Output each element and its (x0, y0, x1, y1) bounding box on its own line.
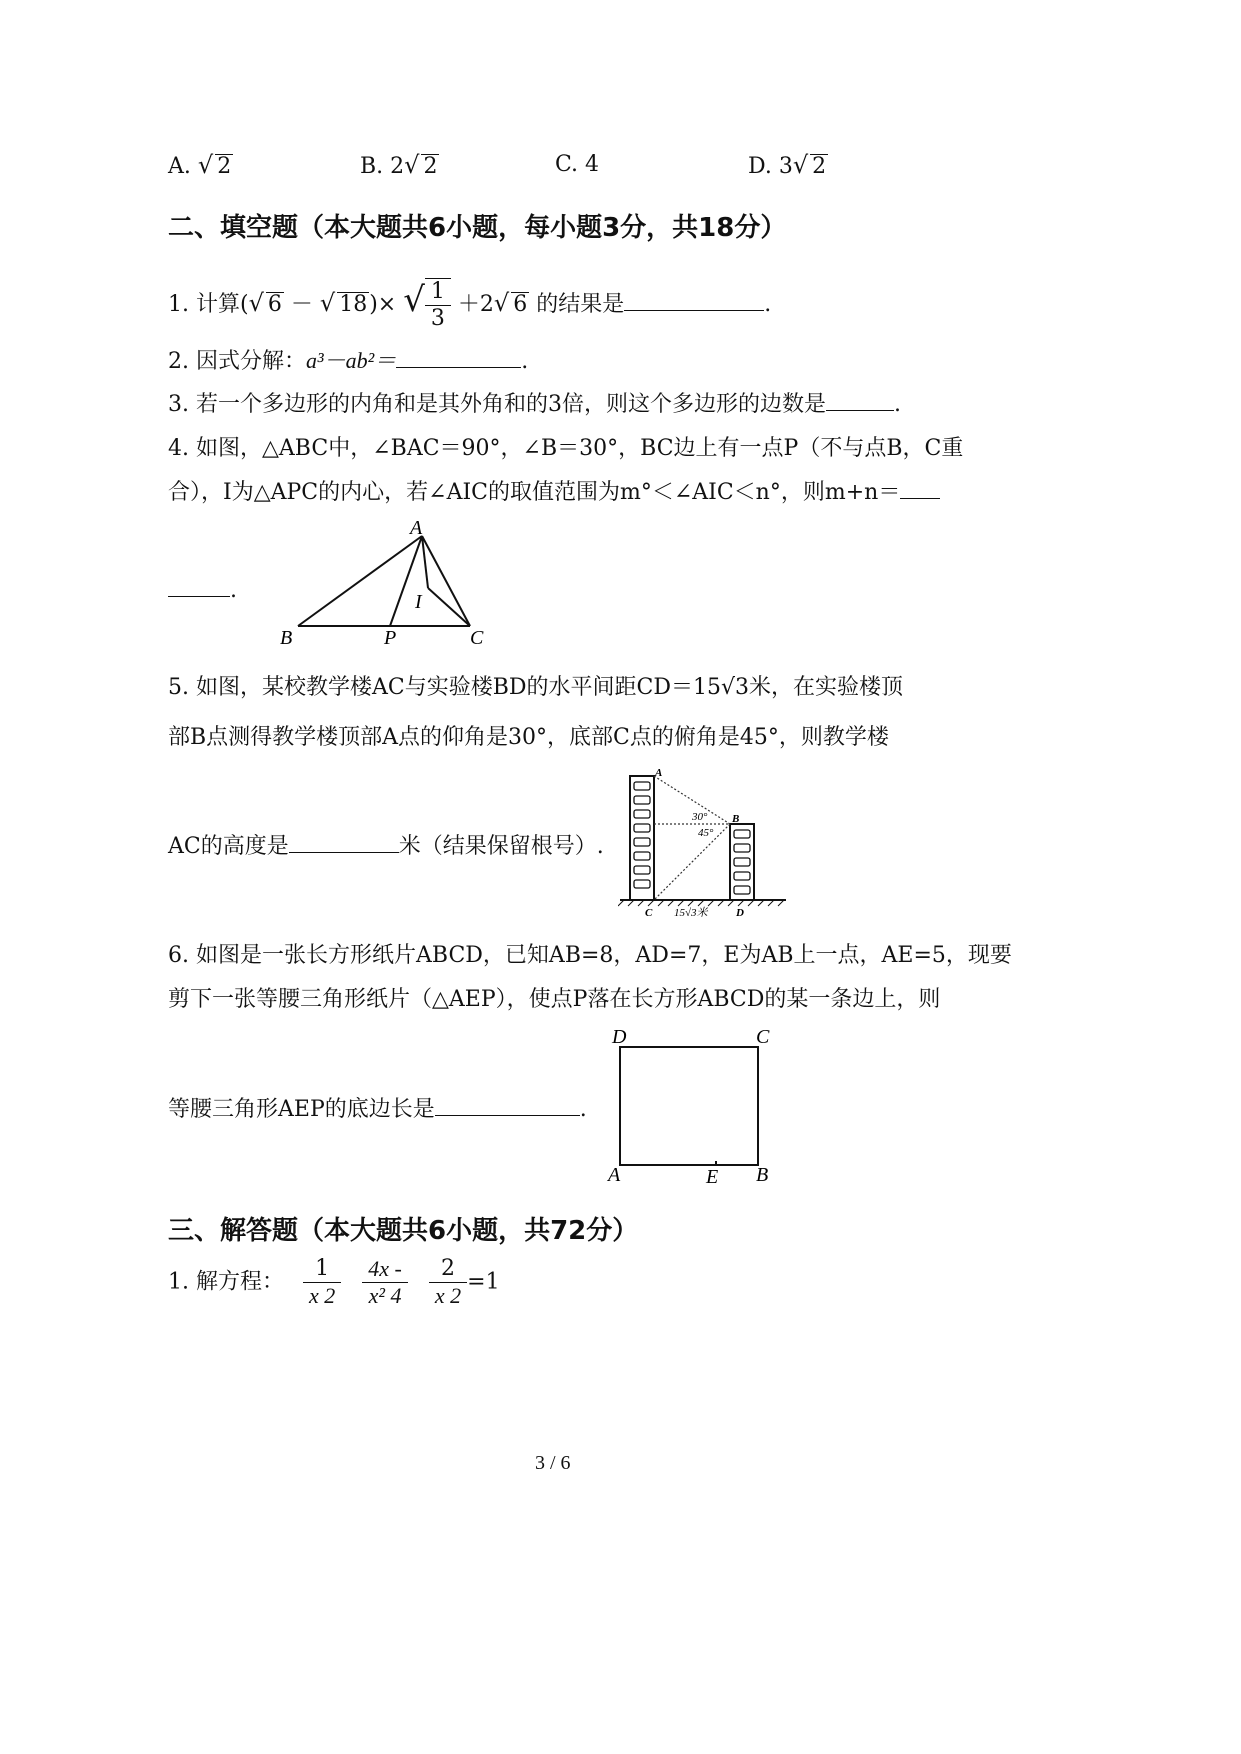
question-4-line-2: 合），I为△APC的内心，若∠AIC的取值范围为m°＜∠AIC＜n°，则m+n＝ (168, 478, 940, 508)
angle-45: 45° (698, 827, 714, 839)
answer-blank[interactable] (435, 1095, 580, 1116)
choice-a: A. √ 2 (168, 151, 232, 179)
label-a: A (410, 518, 423, 539)
label-c: C (470, 627, 484, 648)
choice-d: D. 3√ 2 (748, 151, 827, 179)
page-number: 3 / 6 (535, 1452, 571, 1474)
label-d: D (736, 907, 744, 918)
label-b: B (756, 1164, 769, 1186)
label-c: C (756, 1026, 770, 1048)
question-3: 3. 若一个多边形的内角和是其外角和的3倍，则这个多边形的边数是 . (168, 392, 901, 417)
label-d: D (612, 1026, 627, 1048)
question-1: 1. 计算(√ 6 － √ 18)× √ $\frac{1}{3}$ ＋2√ 6 的结果是 . (168, 279, 772, 331)
section-heading-fill-in: 二、填空题（本大题共6小题，每小题3分，共18分） (168, 213, 787, 243)
label-a: A (608, 1164, 621, 1186)
section-heading-solve: 三、解答题（本大题共6小题，共72分） (168, 1216, 639, 1246)
question-2: 2. 因式分解：a³－ab²＝ . (168, 348, 529, 374)
question-6-line-3: 等腰三角形AEP的底边长是 . (168, 1097, 587, 1122)
answer-blank[interactable] (624, 290, 764, 311)
answer-blank[interactable] (826, 390, 894, 411)
question-5-line-1: 5. 如图，某校教学楼AC与实验楼BD的水平间距CD＝15√3米，在实验楼顶 (168, 675, 904, 700)
label-p: P (384, 627, 397, 648)
label-b: B (280, 627, 293, 648)
label-e: E (706, 1166, 719, 1188)
angle-30: 30° (692, 811, 708, 823)
question-6-line-1: 6. 如图是一张长方形纸片ABCD，已知AB=8，AD=7，E为AB上一点，AE=5，现要 (168, 943, 1012, 968)
label-b: B (732, 813, 740, 825)
question-6-line-2: 剪下一张等腰三角形纸片（△AEP），使点P落在长方形ABCD的某一条边上，则 (168, 987, 941, 1012)
solve-question-1: 1. 解方程： $\frac{1}{x 2}$ $\frac{4x -}{\text{x² 4}}$ $\frac{2}{x 2}$ =1 (168, 1256, 500, 1308)
question-4-line-1: 4. 如图，△ABC中，∠BAC＝90°，∠B＝30°，BC边上有一点P（不与点B，C重 (168, 436, 964, 461)
question-5-line-2: 部B点测得教学楼顶部A点的仰角是30°，底部C点的俯角是45°，则教学楼 (168, 725, 889, 750)
question-5-line-3: AC的高度是 米（结果保留根号）. (168, 834, 604, 859)
label-c: C (645, 907, 653, 918)
label-a: A (655, 768, 663, 779)
answer-blank[interactable] (168, 576, 230, 597)
rectangle-figure (600, 1025, 780, 1190)
distance-label: 15√3米 (674, 907, 708, 918)
answer-blank[interactable] (396, 347, 521, 368)
triangle-figure (270, 518, 500, 648)
answer-blank[interactable] (900, 478, 940, 499)
buildings-figure (618, 768, 788, 918)
question-4-line-3: . (168, 576, 237, 606)
choice-b: B. 2√ 2 (360, 151, 438, 179)
label-i: I (415, 591, 422, 613)
choice-c: C. 4 (555, 152, 600, 177)
answer-blank[interactable] (289, 832, 399, 853)
